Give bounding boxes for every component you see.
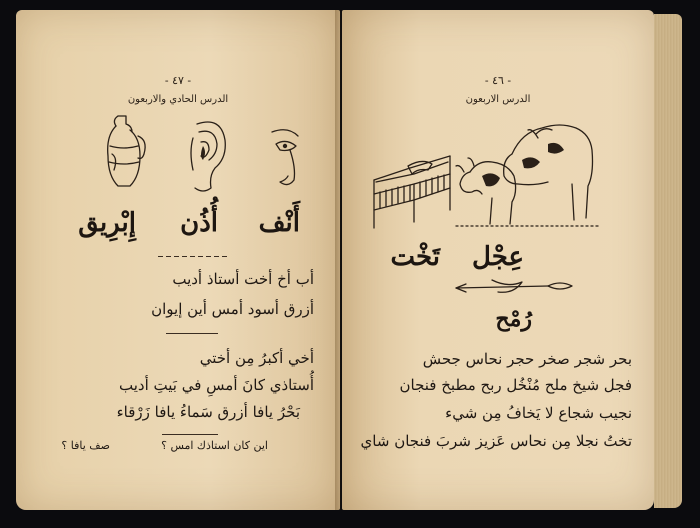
- left-big-word-1: أَنْف: [258, 208, 300, 238]
- right-sentence-2: تختُ نجلا مِن نحاس عَزيز شربَ فنجان شاي: [360, 432, 632, 450]
- left-word-row-1: أب أخ أخت أستاذ أديب: [172, 270, 314, 288]
- left-rule-1: [158, 256, 228, 257]
- left-big-word-3: إِبْرِيق: [78, 208, 136, 238]
- right-page-number: - ٤٦ -: [484, 74, 512, 87]
- jug-illustration: [98, 110, 148, 192]
- left-word-row-2: أزرق أسود أمس أين إيوان: [151, 300, 314, 318]
- bed-illustration: [370, 140, 454, 234]
- page-edges: [654, 14, 682, 508]
- spear-illustration: [452, 274, 576, 298]
- right-page-title: الدرس الاربعون: [465, 94, 531, 105]
- right-big-word-2: تَخْت: [390, 242, 440, 272]
- right-sentence-1: نجيب شجاع لا يَخافُ مِن شيء: [445, 404, 632, 422]
- left-footer-question-2: صف يافا ؟: [61, 439, 110, 452]
- ear-illustration: [181, 116, 233, 196]
- left-page-number: - ٤٧ -: [164, 74, 192, 87]
- cows-illustration: [452, 114, 602, 232]
- left-rule-3: [162, 434, 218, 435]
- left-page-title: الدرس الحادي والاربعون: [127, 94, 229, 105]
- left-big-word-2: أُذُن: [180, 208, 218, 238]
- right-page: [342, 10, 654, 510]
- right-big-word-1: عِجْل: [472, 242, 524, 272]
- left-rule-2: [166, 333, 218, 334]
- right-word-row-2: فجل شيخ ملح مُنْخُل ربح مطبخ فنجان: [399, 376, 632, 394]
- left-footer-question-1: اين كان استاذك امس ؟: [161, 439, 268, 452]
- left-sentence-1: أخي أكبرُ مِن أختي: [199, 349, 314, 367]
- spear-word: رُمْح: [495, 306, 532, 332]
- left-sentence-3: بَحْرُ يافا أزرق سَماءُ يافا زَرْقاء: [116, 403, 300, 421]
- nose-illustration: [266, 122, 306, 192]
- left-page: [16, 10, 340, 510]
- right-word-row-1: بحر شجر صخر حجر نحاس جحش: [422, 350, 632, 368]
- left-sentence-2: أُستاذي كانَ أمسِ في بَيتِ أديب: [119, 376, 314, 394]
